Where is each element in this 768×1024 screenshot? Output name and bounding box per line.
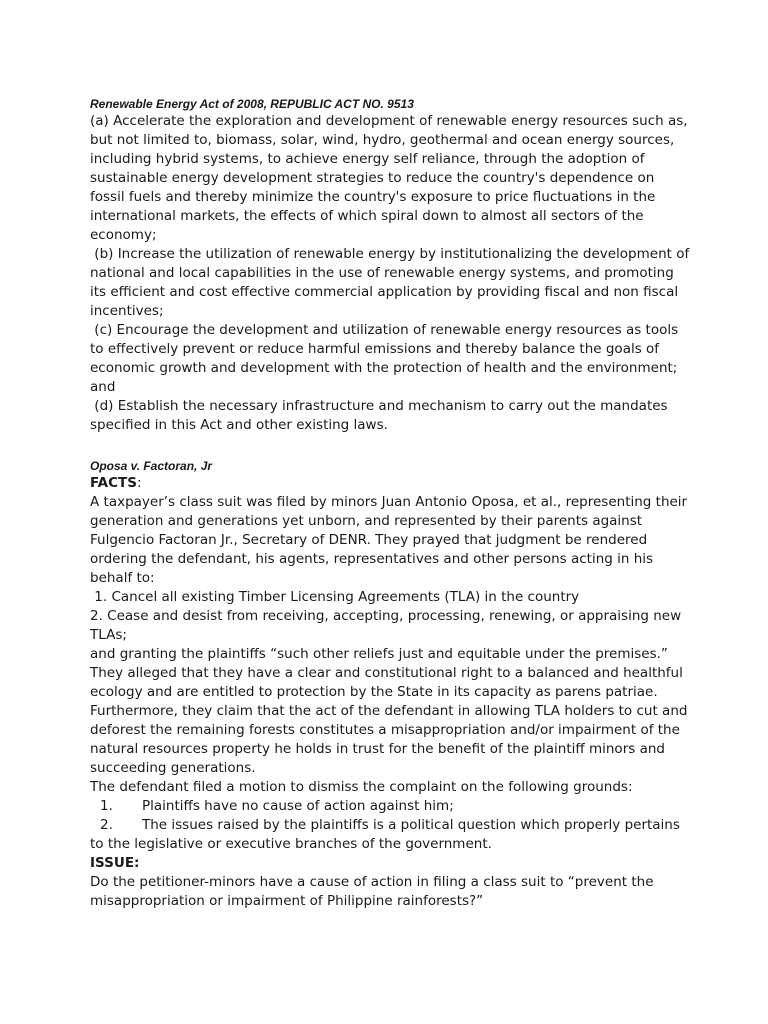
paragraph-a: (a) Accelerate the exploration and development of renewable energy resources such as, but not limited to, biomass, solar, wind, hydro, geothermal and ocean energy sources, including hybrid systems, to achieve energy self reliance, through the adoption of sustainable energy development strategies to reduce the country's dependence on fossil fuels and thereby minimize the country's exposure to price fluctuations in the international markets, the effects of which spiral down to almost all sectors of the economy; [90, 113, 688, 243]
section-heading-oposa-case: Oposa v. Factoran, Jr [90, 459, 213, 473]
ground-number: 1. [100, 798, 113, 814]
ground-text: The issues raised by the plaintiffs is a political question which properly pertains to the legislative or executive branches of the government. [90, 817, 680, 852]
issue-label: ISSUE: [90, 855, 140, 871]
issue-text: Do the petitioner-minors have a cause of action in filing a class suit to “prevent the misappropriation or impairment of Philippine rainforests?” [90, 874, 654, 909]
motion-intro: The defendant filed a motion to dismiss the complaint on the following grounds: [90, 779, 633, 795]
facts-body: and granting the plaintiffs “such other reliefs just and equitable under the premises.” They alleged that they have a clear and constitutional right to a balanced and healthful ecology and are entitled to protection by the State in its capacity as parens patriae. Furthermore, they claim that the act of the defendant in allowing TLA holders to cut and deforest the remaining forests constitutes a misappropriation and/or impairment of the natural resources property he holds in trust for the benefit of the plaintiff minors and succeeding generations. [90, 646, 688, 776]
facts-intro: A taxpayer’s class suit was filed by minors Juan Antonio Oposa, et al., representing their generation and generations yet unborn, and represented by their parents against Fulgencio Factoran Jr., Secretary of DENR. They prayed that judgment be rendered ordering the defendant, his agents, representatives and other persons acting in his behalf to: [90, 494, 688, 586]
facts-colon: : [136, 475, 142, 491]
paragraph-d: (d) Establish the necessary infrastructure and mechanism to carry out the mandates specified in this Act and other existing laws. [90, 398, 672, 433]
prayer-item-2: 2. Cease and desist from receiving, accepting, processing, renewing, or appraising new TLAs; [90, 608, 682, 643]
ground-number: 2. [100, 817, 113, 833]
ground-item [90, 797, 690, 816]
ground-item [90, 816, 690, 854]
facts-label: FACTS [90, 475, 137, 491]
facts-heading [90, 474, 690, 493]
section-spacer [90, 435, 690, 458]
paragraph-c: (c) Encourage the development and utilization of renewable energy resources as tools to effectively prevent or reduce harmful emissions and thereby balance the goals of economic growth and development with the protection of health and the environment; and [90, 322, 683, 395]
document-page [90, 96, 694, 911]
paragraph-b: (b) Increase the utilization of renewable energy by institutionalizing the development of national and local capabilities in the use of renewable energy systems, and promoting its efficient and cost effective commercial application by providing fiscal and non fiscal incentives; [90, 246, 694, 319]
ground-text: Plaintiffs have no cause of action against him; [142, 798, 454, 814]
section-heading-renewable-energy-act: Renewable Energy Act of 2008, REPUBLIC ACT NO. 9513 [90, 97, 414, 111]
prayer-item-1: 1. Cancel all existing Timber Licensing Agreements (TLA) in the country [90, 589, 580, 605]
